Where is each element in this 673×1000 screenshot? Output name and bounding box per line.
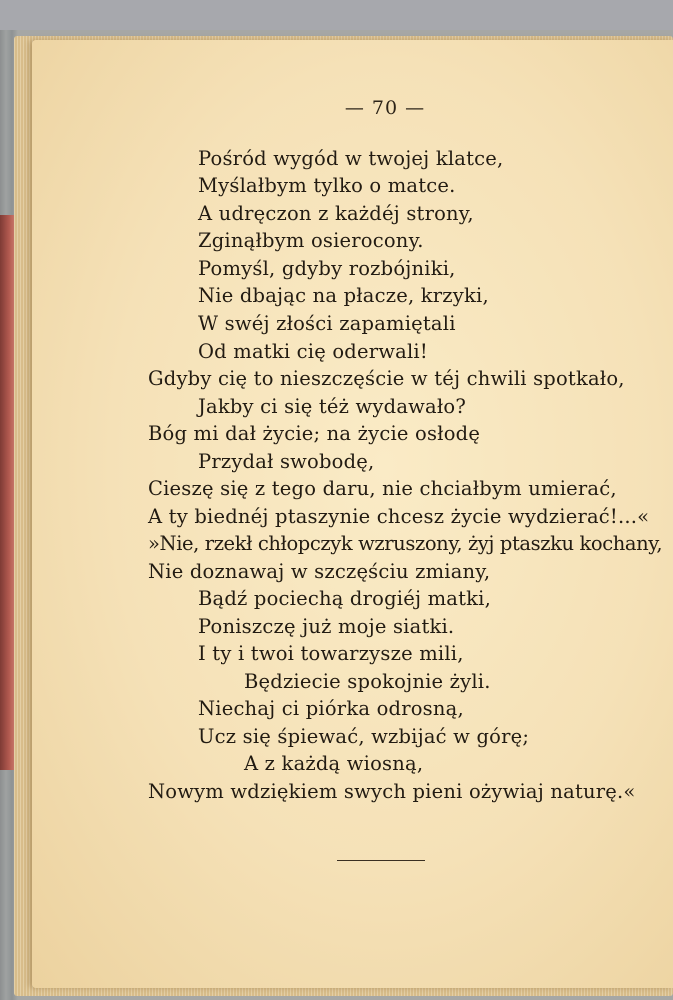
poem-line: Będziecie spokojnie żyli.: [244, 670, 491, 693]
poem-line: Ucz się śpiewać, wzbijać w górę;: [198, 725, 530, 748]
poem-line: Niechaj ci piórka odrosną,: [198, 697, 464, 720]
poem-line: Od matki cię oderwali!: [198, 340, 428, 363]
poem-line: A ty biednéj ptaszynie chcesz życie wydzierać!...«: [148, 505, 650, 528]
poem-line: »Nie, rzekł chłopczyk wzruszony, żyj ptaszku kochany,: [148, 532, 663, 555]
poem-line: Pośród wygód w twojej klatce,: [198, 147, 504, 170]
poem-line: Bóg mi dał życie; na życie osłodę: [148, 422, 481, 445]
poem-line: Przydał swobodę,: [198, 450, 375, 473]
poem-line: Nie dbając na płacze, krzyki,: [198, 284, 489, 307]
poem-line: W swéj złości zapamiętali: [198, 312, 456, 335]
poem-line: A udręczon z każdéj strony,: [198, 202, 474, 225]
poem-line: Nie doznawaj w szczęściu zmiany,: [148, 560, 491, 583]
end-rule-divider: [337, 860, 425, 861]
poem-line: Nowym wdziękiem swych pieni ożywiaj naturę.«: [148, 780, 636, 803]
poem-line: Pomyśl, gdyby rozbójniki,: [198, 257, 456, 280]
poem-line: Bądź pociechą drogiéj matki,: [198, 587, 491, 610]
poem-line: Jakby ci się téż wydawało?: [198, 395, 466, 418]
page-number: — 70 —: [344, 97, 426, 119]
poem-line: I ty i twoi towarzysze mili,: [198, 642, 464, 665]
poem-line: Poniszczę już moje siatki.: [198, 615, 455, 638]
poem-line: Myślałbym tylko o matce.: [198, 174, 456, 197]
poem-line: Zginąłbym osierocony.: [198, 229, 424, 252]
poem-line: A z każdą wiosną,: [244, 752, 424, 775]
poem-line: Gdyby cię to nieszczęście w téj chwili spotkało,: [148, 367, 625, 390]
poem-line: Cieszę się z tego daru, nie chciałbym umierać,: [148, 477, 617, 500]
